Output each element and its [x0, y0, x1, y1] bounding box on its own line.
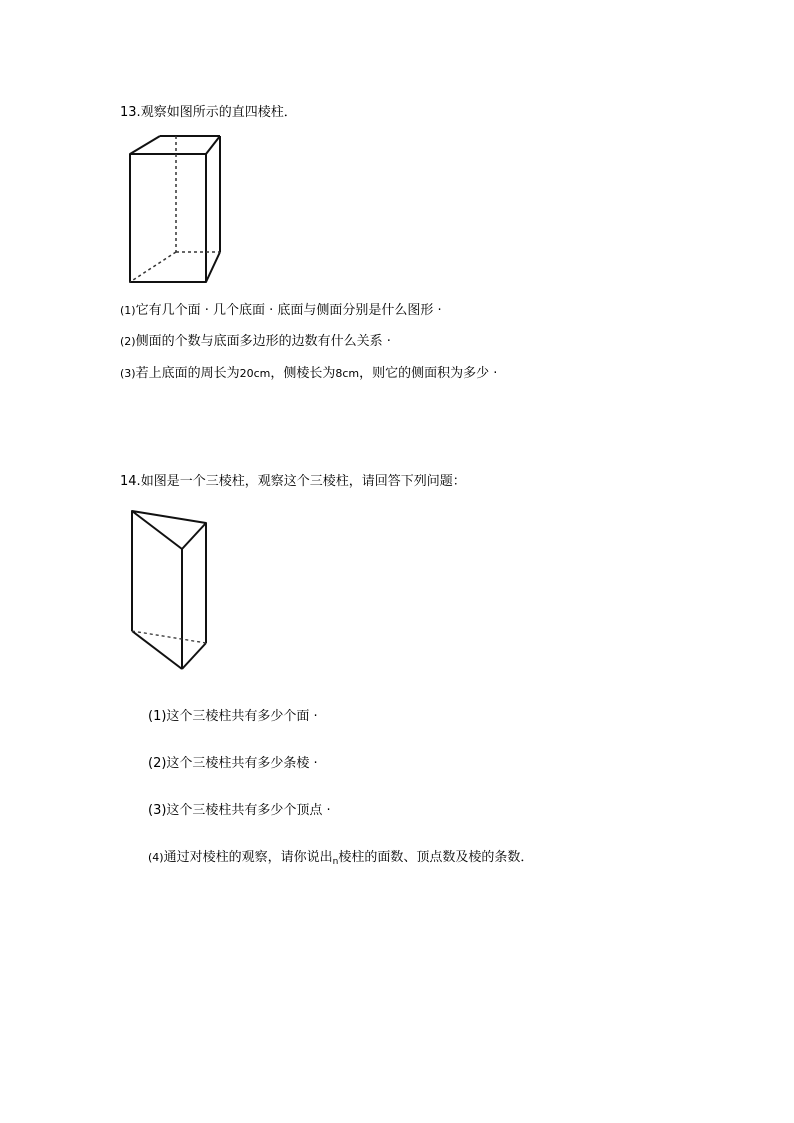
perimeter-value: 20cm [239, 367, 271, 380]
question-number: 13. [120, 105, 141, 120]
part-text: 这个三棱柱共有多少条棱 · [166, 756, 318, 771]
question-text: 观察如图所示的直四棱柱． [140, 105, 297, 120]
part-text: 这个三棱柱共有多少个顶点 · [166, 803, 331, 818]
part-text: 通过对棱柱的观察，请你说出 [163, 850, 333, 865]
part-text: 这个三棱柱共有多少个面 · [166, 709, 318, 724]
rectangular-prism-figure [118, 128, 228, 288]
part-text: 若上底面的周长为 [135, 366, 240, 381]
question-text: 如图是一个三棱柱，观察这个三棱柱，请回答下列问题： [140, 474, 466, 489]
q14-part-1 [148, 709, 318, 725]
q14-part-2 [148, 756, 318, 772]
triangular-prism-figure [126, 505, 216, 675]
part-label: (3) [148, 803, 167, 818]
edge-length-value: 8cm [335, 367, 360, 380]
part-label: (3) [120, 367, 136, 380]
question-number: 14. [120, 474, 141, 489]
part-label: (4) [148, 851, 164, 864]
part-label: (1) [120, 304, 136, 317]
q13-part-1 [120, 303, 442, 319]
part-text: ，则它的侧面积为多少 · [359, 366, 498, 381]
part-text: 它有几个面 · 几个底面 · 底面与侧面分别是什么图形 · [135, 303, 442, 318]
part-label: (2) [148, 756, 167, 771]
variable-n: n [332, 857, 339, 867]
part-label: (2) [120, 335, 136, 348]
question-13-title [120, 105, 297, 121]
q14-part-3 [148, 803, 331, 819]
part-text: ，侧棱长为 [270, 366, 336, 381]
part-label: (1) [148, 709, 167, 724]
q13-part-3 [120, 366, 497, 382]
q13-part-2 [120, 334, 391, 350]
q14-part-4 [148, 850, 533, 867]
part-text: 侧面的个数与底面多边形的边数有什么关系 · [135, 334, 391, 349]
question-14-title [120, 474, 466, 490]
part-text: 棱柱的面数、顶点数及棱的条数． [338, 850, 534, 865]
